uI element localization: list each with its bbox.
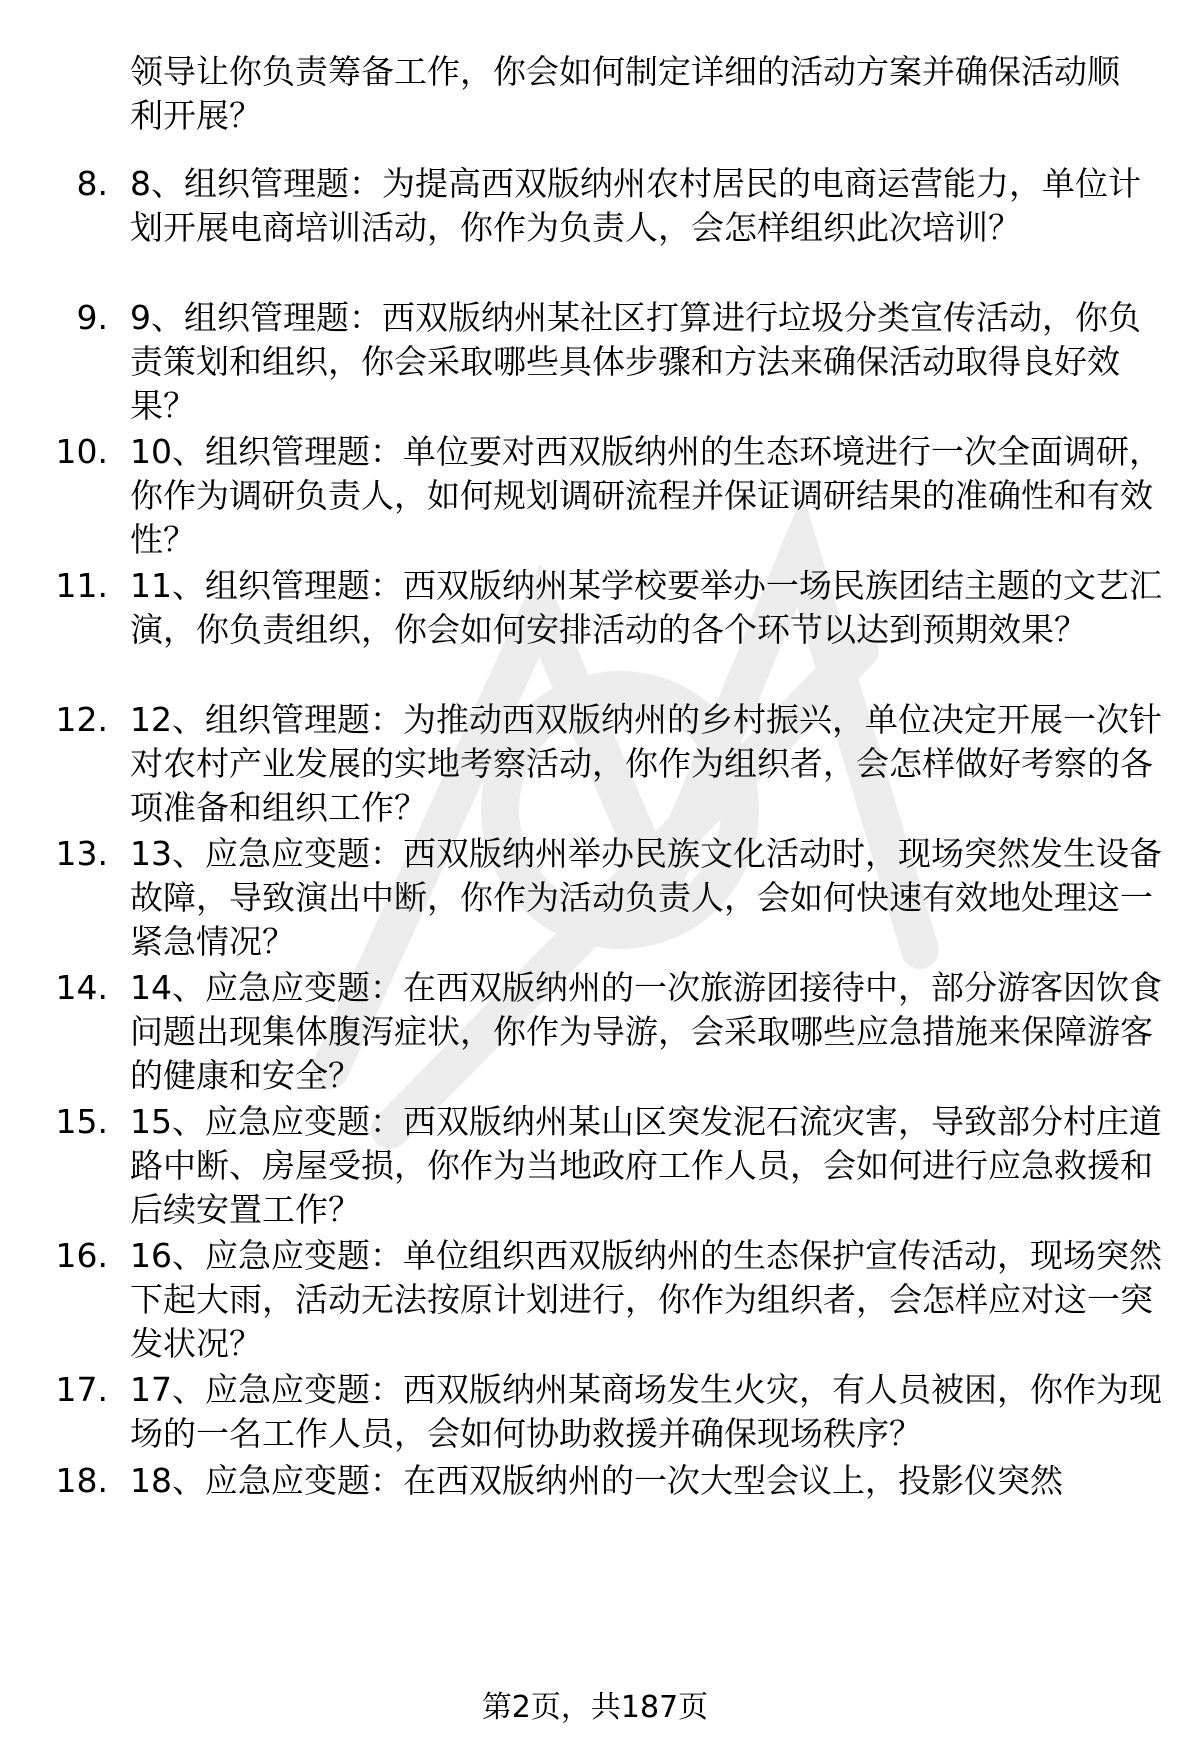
list-item-number: 10. <box>55 432 108 471</box>
list-item-text: 14、应急应变题：在西双版纳州的一次旅游团接待中，部分游客因饮食问题出现集体腹泻症状，你作为导游，会采取哪些应急措施来保障游客的健康和安全？ <box>130 968 1162 1095</box>
list-item-number: 9. <box>76 298 108 337</box>
list-item-text: 9、组织管理题：西双版纳州某社区打算进行垃圾分类宣传活动，你负责策划和组织，你会采取哪些具体步骤和方法来确保活动取得良好效果？ <box>130 298 1141 425</box>
continuation-text: 领导让你负责筹备工作，你会如何制定详细的活动方案并确保活动顺利开展？ <box>130 52 1120 135</box>
list-item-number: 13. <box>55 834 108 873</box>
list-item-number: 14. <box>55 968 108 1007</box>
list-item-number: 17. <box>55 1370 108 1409</box>
list-item-text: 12、组织管理题：为推动西双版纳州的乡村振兴，单位决定开展一次针对农村产业发展的实地考察活动，你作为组织者，会怎样做好考察的各项准备和组织工作？ <box>130 700 1162 827</box>
list-item-number: 11. <box>55 566 108 605</box>
list-item-text: 17、应急应变题：西双版纳州某商场发生火灾，有人员被困，你作为现场的一名工作人员，会如何协助救援并确保现场秩序？ <box>130 1370 1162 1453</box>
list-item-text: 11、组织管理题：西双版纳州某学校要举办一场民族团结主题的文艺汇演，你负责组织，你会如何安排活动的各个环节以达到预期效果？ <box>130 566 1162 649</box>
list-item-text: 18、应急应变题：在西双版纳州的一次大型会议上，投影仪突然 <box>130 1461 1063 1500</box>
list-item-number: 8. <box>76 164 108 203</box>
list-item-text: 16、应急应变题：单位组织西双版纳州的生态保护宣传活动，现场突然下起大雨，活动无法按原计划进行，你作为组织者，会怎样应对这一突发状况？ <box>130 1236 1162 1363</box>
list-item-number: 12. <box>55 700 108 739</box>
list-item-number: 16. <box>55 1236 108 1275</box>
list-item-text: 13、应急应变题：西双版纳州举办民族文化活动时，现场突然发生设备故障，导致演出中断，你作为活动负责人，会如何快速有效地处理这一紧急情况？ <box>130 834 1162 961</box>
page-footer: 第2页，共187页 <box>481 1690 709 1725</box>
list-item-text: 15、应急应变题：西双版纳州某山区突发泥石流灾害，导致部分村庄道路中断、房屋受损，你作为当地政府工作人员，会如何进行应急救援和后续安置工作？ <box>130 1102 1162 1229</box>
list-item-number: 15. <box>55 1102 108 1141</box>
list-item-text: 10、组织管理题：单位要对西双版纳州的生态环境进行一次全面调研，你作为调研负责人，如何规划调研流程并保证调研结果的准确性和有效性？ <box>130 432 1162 559</box>
list-item-number: 18. <box>55 1461 108 1500</box>
list-item-text: 8、组织管理题：为提高西双版纳州农村居民的电商运营能力，单位计划开展电商培训活动，你作为负责人，会怎样组织此次培训？ <box>130 164 1141 247</box>
